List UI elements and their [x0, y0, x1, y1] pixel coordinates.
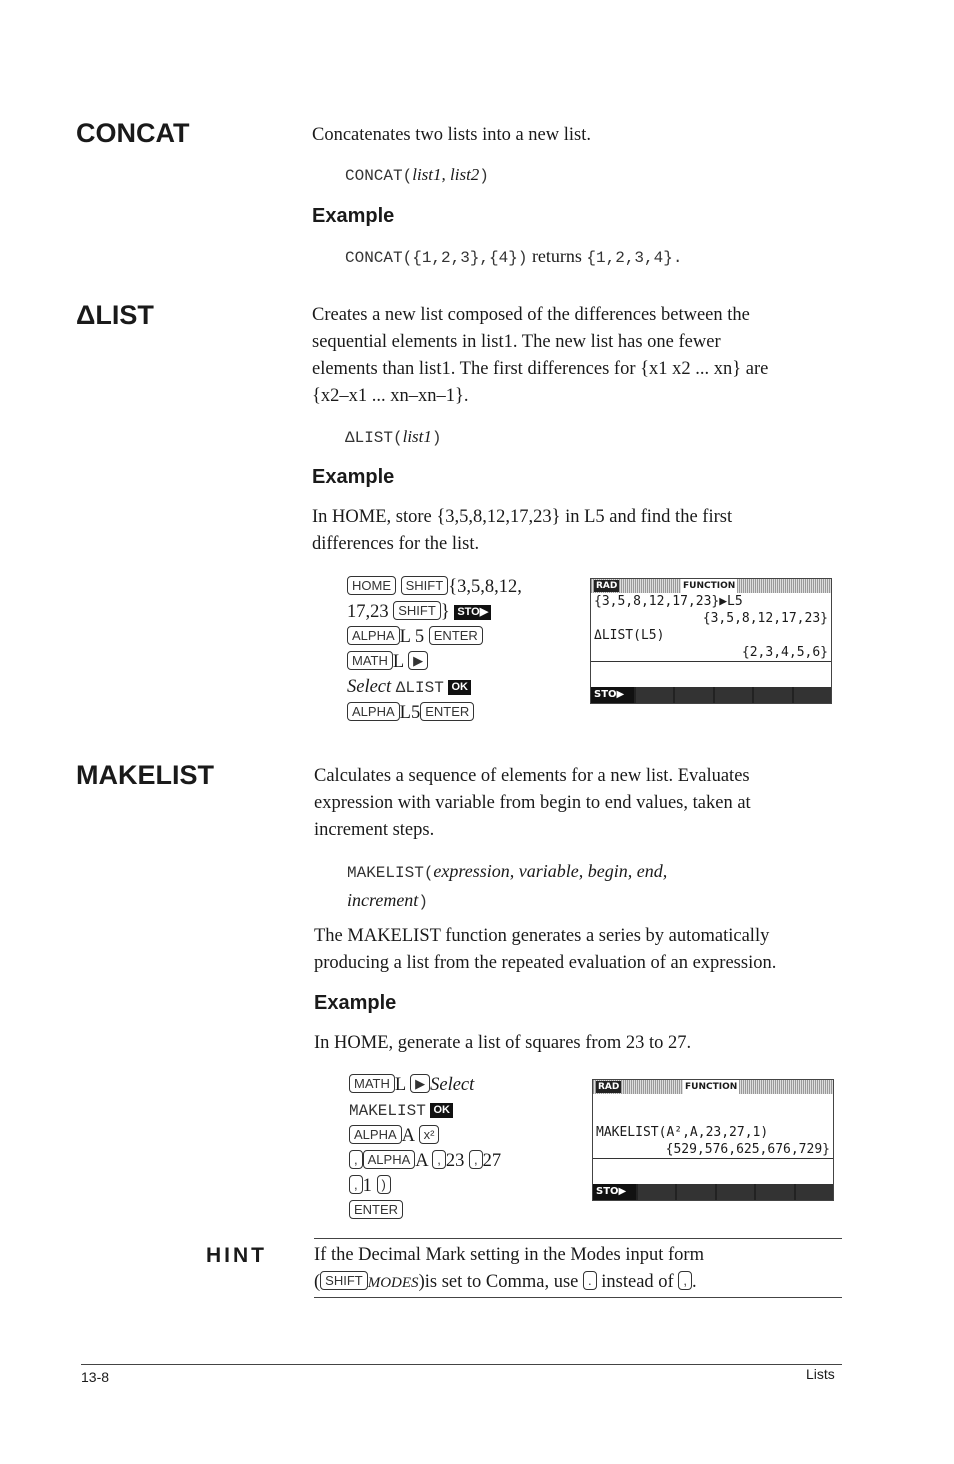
hint-top-rule	[314, 1238, 842, 1239]
comma-key[interactable]: ,	[432, 1150, 446, 1169]
screen-softkey-bar	[591, 687, 831, 703]
dlist-description: Creates a new list composed of the differences between the sequential elements in list1. The new list has one fewer elements than list1. The first differences for {x1 x2 ... xn} are {x2–x1 ... xn–xn–1}.	[312, 305, 769, 406]
ok-softkey[interactable]: OK	[448, 680, 471, 695]
dlist-example-text: In HOME, store {3,5,8,12,17,23} in L5 and find the first differences for the list.	[312, 507, 733, 554]
alpha-key[interactable]: ALPHA	[349, 1125, 402, 1144]
right-arrow-key[interactable]: ▶	[408, 651, 428, 670]
makelist-example-text: In HOME, generate a list of squares from 23 to 27.	[314, 1033, 692, 1053]
comma-key[interactable]: ,	[349, 1175, 363, 1194]
screen-status-bar: RAD FUNCTION	[591, 579, 831, 593]
concat-heading: CONCAT	[76, 118, 190, 148]
home-key[interactable]: HOME	[347, 576, 396, 595]
hint-text: If the Decimal Mark setting in the Modes input form ( SHIFT MODES)is set to Comma, use . instead of , .	[314, 1245, 704, 1292]
enter-key[interactable]: ENTER	[349, 1200, 403, 1219]
concat-example-label: Example	[312, 205, 395, 227]
math-key[interactable]: MATH	[349, 1074, 395, 1093]
hint-bottom-rule	[314, 1297, 842, 1298]
section-name: Lists	[806, 1366, 835, 1382]
enter-key[interactable]: ENTER	[420, 702, 474, 721]
enter-key[interactable]: ENTER	[429, 626, 483, 645]
makelist-example-label: Example	[314, 992, 397, 1014]
sto-menu-key[interactable]: STO▶	[593, 1184, 636, 1200]
sto-softkey[interactable]: STO▶	[454, 605, 491, 620]
hint-label: HINT	[206, 1244, 267, 1267]
dlist-syntax: ΔLIST(list1)	[345, 427, 442, 447]
right-arrow-key[interactable]: ▶	[410, 1074, 430, 1093]
x-squared-key[interactable]: x²	[419, 1125, 440, 1144]
concat-description: Concatenates two lists into a new list.	[312, 125, 591, 145]
concat-example: CONCAT({1,2,3},{4}) returns {1,2,3,4}.	[345, 246, 683, 267]
page-number: 13-8	[81, 1369, 110, 1385]
dot-key[interactable]: .	[583, 1271, 597, 1290]
makelist-heading: MAKELIST	[76, 760, 214, 790]
alpha-key[interactable]: ALPHA	[363, 1150, 416, 1169]
screen-softkey-bar	[593, 1184, 833, 1200]
comma-key[interactable]: ,	[469, 1150, 483, 1169]
dlist-example-label: Example	[312, 466, 395, 488]
comma-key[interactable]: ,	[349, 1150, 363, 1169]
dlist-keystrokes: HOME SHIFT {3,5,8,12, 17,23 SHIFT } STO▶ ALPHA L 5 ENTER MATH L ▶ Select ΔLIST OK ALPHA L5 ENTER	[347, 577, 522, 723]
comma-key[interactable]: ,	[678, 1271, 692, 1290]
alpha-key[interactable]: ALPHA	[347, 702, 400, 721]
shift-key[interactable]: SHIFT	[320, 1271, 368, 1290]
shift-key[interactable]: SHIFT	[393, 601, 441, 620]
makelist-paragraph: The MAKELIST function generates a series by automatically producing a list from the repeated evaluation of an expression.	[314, 926, 777, 973]
ok-softkey[interactable]: OK	[430, 1103, 453, 1118]
makelist-description: Calculates a sequence of elements for a new list. Evaluates expression with variable from begin to end values, taken at increment steps.	[314, 766, 751, 840]
dlist-heading: ΔLIST	[76, 300, 154, 330]
sto-menu-key[interactable]: STO▶	[591, 687, 634, 703]
close-paren-key[interactable]: )	[377, 1175, 391, 1194]
alpha-key[interactable]: ALPHA	[347, 626, 400, 645]
makelist-keystrokes: MATH L ▶ Select MAKELIST OK ALPHA A x² , ALPHA A , 23 , 27 , 1 ) ENTER	[349, 1075, 502, 1217]
makelist-calculator-screen: RAD FUNCTION MAKELIST(A²,A,23,27,1) {529,576,625,676,729} STO▶	[592, 1079, 834, 1201]
shift-key[interactable]: SHIFT	[401, 576, 449, 595]
footer-rule	[81, 1364, 842, 1365]
screen-status-bar: RAD FUNCTION	[593, 1080, 833, 1094]
makelist-syntax: MAKELIST(expression, variable, begin, end, increment)	[347, 861, 668, 911]
concat-syntax: CONCAT(list1, list2)	[345, 165, 489, 185]
math-key[interactable]: MATH	[347, 651, 393, 670]
dlist-calculator-screen: RAD FUNCTION {3,5,8,12,17,23}▶L5 {3,5,8,12,17,23} ΔLIST(L5) {2,3,4,5,6} STO▶	[590, 578, 832, 704]
